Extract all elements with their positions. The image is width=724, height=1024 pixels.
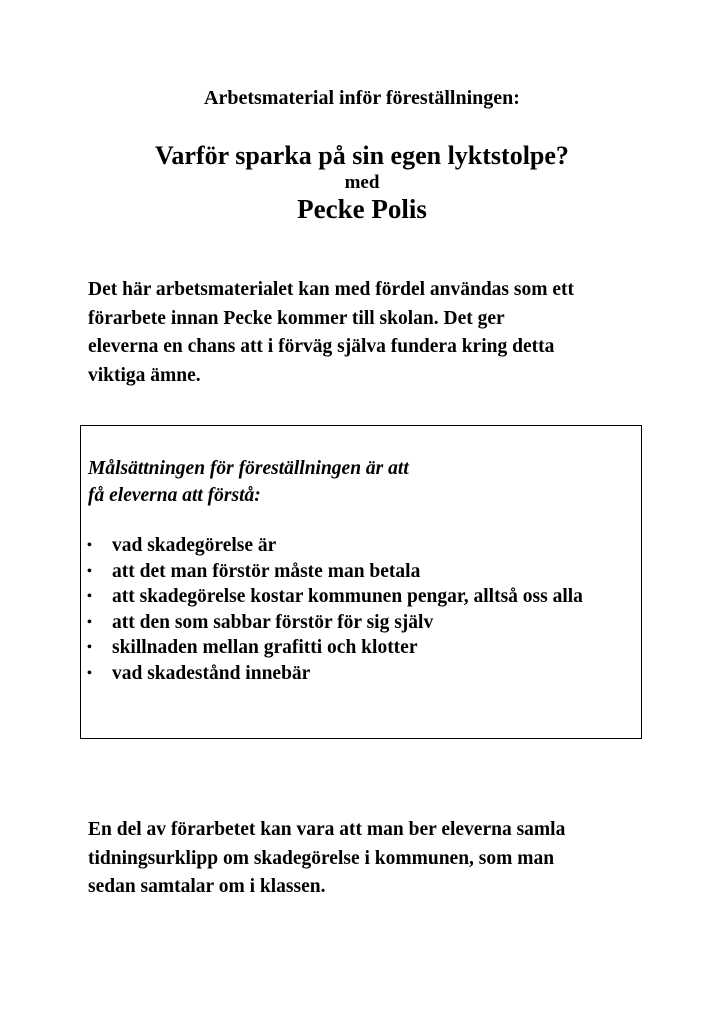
- intro-line: förarbete innan Pecke kommer till skolan. Det ger: [88, 307, 505, 329]
- pretitle: Arbetsmaterial inför föreställningen:: [204, 87, 520, 109]
- list-item: [87, 584, 632, 610]
- closing-paragraph: [88, 816, 668, 902]
- goals-heading-line: Målsättningen för föreställningen är att: [88, 458, 409, 479]
- intro-line: eleverna en chans att i förväg själva fundera kring detta: [88, 336, 555, 357]
- list-item-text: att den som sabbar förstör för sig själv: [112, 611, 434, 633]
- closing-line: En del av förarbetet kan vara att man ber eleverna samla: [88, 819, 566, 840]
- bullet-icon: •: [87, 640, 92, 656]
- bullet-icon: •: [87, 563, 92, 579]
- with-label: med: [344, 172, 380, 193]
- bullet-icon: •: [87, 589, 92, 605]
- intro-line: Det här arbetsmaterialet kan med fördel användas som ett: [88, 279, 574, 300]
- goals-list: [87, 533, 632, 687]
- bullet-icon: •: [87, 538, 92, 553]
- bullet-icon: •: [87, 665, 92, 681]
- list-item: [87, 635, 632, 661]
- closing-line: tidningsurklipp om skadegörelse i kommunen, som man: [88, 847, 555, 869]
- list-item: [87, 661, 632, 687]
- list-item-text: vad skadegörelse är: [112, 535, 277, 556]
- bullet-icon: •: [87, 614, 92, 630]
- goals-heading: [88, 455, 409, 509]
- list-item-text: att skadegörelse kostar kommunen pengar, alltså oss alla: [112, 586, 583, 608]
- list-item-text: att det man förstör måste man betala: [112, 560, 421, 582]
- page-title: Varför sparka på sin egen lyktstolpe?: [155, 141, 569, 170]
- list-item-text: skillnaden mellan grafitti och klotter: [112, 637, 418, 659]
- list-item: [87, 533, 632, 559]
- list-item: [87, 610, 632, 636]
- performer-name: Pecke Polis: [297, 194, 427, 224]
- intro-paragraph: [88, 276, 668, 390]
- list-item: [87, 559, 632, 585]
- closing-line: sedan samtalar om i klassen.: [88, 876, 326, 897]
- list-item-text: vad skadestånd innebär: [112, 662, 311, 684]
- intro-line: viktiga ämne.: [88, 364, 201, 386]
- goals-heading-line: få eleverna att förstå:: [88, 485, 261, 506]
- goals-box: [80, 425, 642, 739]
